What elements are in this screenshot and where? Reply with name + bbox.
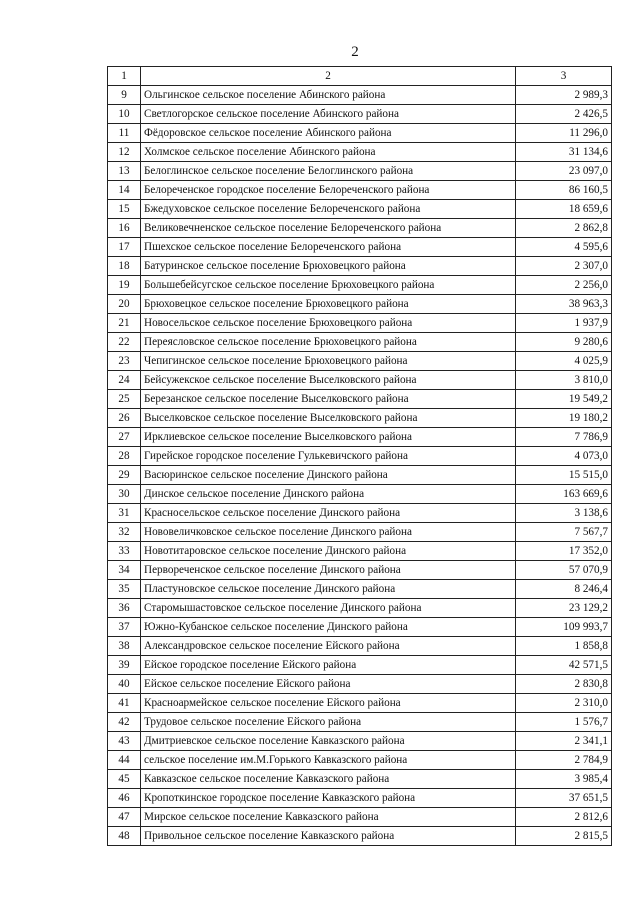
- table-row: [108, 599, 612, 618]
- amount-cell: 2 256,0: [516, 276, 612, 295]
- settlement-name-cell: Красносельское сельское поселение Динского района: [141, 504, 516, 523]
- settlement-name-cell: Ольгинское сельское поселение Абинского района: [141, 86, 516, 105]
- settlement-name-cell: Ирклиевское сельское поселение Выселковского района: [141, 428, 516, 447]
- amount-cell: 18 659,6: [516, 200, 612, 219]
- amount-cell: 1 937,9: [516, 314, 612, 333]
- table-row: [108, 295, 612, 314]
- row-number-cell: 21: [108, 314, 141, 333]
- amount-cell: 19 549,2: [516, 390, 612, 409]
- row-number-cell: 44: [108, 751, 141, 770]
- amount-cell: 2 815,5: [516, 827, 612, 846]
- table-row: [108, 808, 612, 827]
- amount-cell: 3 985,4: [516, 770, 612, 789]
- amount-cell: 2 341,1: [516, 732, 612, 751]
- amount-cell: 2 426,5: [516, 105, 612, 124]
- row-number-cell: 32: [108, 523, 141, 542]
- amount-cell: 31 134,6: [516, 143, 612, 162]
- table-row: [108, 314, 612, 333]
- settlement-name-cell: Бейсужекское сельское поселение Выселковского района: [141, 371, 516, 390]
- amount-cell: 86 160,5: [516, 181, 612, 200]
- table-row: [108, 105, 612, 124]
- settlement-name-cell: Первореченское сельское поселение Динского района: [141, 561, 516, 580]
- table-row: [108, 409, 612, 428]
- table-row: [108, 694, 612, 713]
- row-number-cell: 24: [108, 371, 141, 390]
- row-number-cell: 15: [108, 200, 141, 219]
- table-row: [108, 580, 612, 599]
- table-row: [108, 504, 612, 523]
- row-number-cell: 14: [108, 181, 141, 200]
- amount-cell: 57 070,9: [516, 561, 612, 580]
- amount-cell: 7 786,9: [516, 428, 612, 447]
- header-cell-number: 1: [108, 67, 141, 86]
- amount-cell: 19 180,2: [516, 409, 612, 428]
- row-number-cell: 9: [108, 86, 141, 105]
- table-row: [108, 675, 612, 694]
- settlement-name-cell: Ейское сельское поселение Ейского района: [141, 675, 516, 694]
- settlement-name-cell: Пшехское сельское поселение Белореченского района: [141, 238, 516, 257]
- settlement-name-cell: Нововеличковское сельское поселение Динского района: [141, 523, 516, 542]
- row-number-cell: 31: [108, 504, 141, 523]
- table-row: [108, 770, 612, 789]
- row-number-cell: 42: [108, 713, 141, 732]
- table-row: [108, 219, 612, 238]
- table-row: [108, 447, 612, 466]
- table-row: [108, 352, 612, 371]
- settlement-name-cell: Белореченское городское поселение Белореченского района: [141, 181, 516, 200]
- amount-cell: 11 296,0: [516, 124, 612, 143]
- settlement-name-cell: Кропоткинское городское поселение Кавказского района: [141, 789, 516, 808]
- amount-cell: 2 784,9: [516, 751, 612, 770]
- row-number-cell: 43: [108, 732, 141, 751]
- settlement-name-cell: Динское сельское поселение Динского района: [141, 485, 516, 504]
- settlement-name-cell: Переясловское сельское поселение Брюховецкого района: [141, 333, 516, 352]
- amount-cell: 1 858,8: [516, 637, 612, 656]
- table-row: [108, 276, 612, 295]
- table-row: [108, 257, 612, 276]
- row-number-cell: 27: [108, 428, 141, 447]
- amount-cell: 17 352,0: [516, 542, 612, 561]
- row-number-cell: 19: [108, 276, 141, 295]
- amount-cell: 9 280,6: [516, 333, 612, 352]
- settlement-name-cell: Дмитриевское сельское поселение Кавказского района: [141, 732, 516, 751]
- table-row: [108, 238, 612, 257]
- row-number-cell: 48: [108, 827, 141, 846]
- table-row: [108, 162, 612, 181]
- settlement-name-cell: Пластуновское сельское поселение Динского района: [141, 580, 516, 599]
- header-cell-value: 3: [516, 67, 612, 86]
- settlement-name-cell: Светлогорское сельское поселение Абинского района: [141, 105, 516, 124]
- amount-cell: 38 963,3: [516, 295, 612, 314]
- row-number-cell: 40: [108, 675, 141, 694]
- settlement-name-cell: Чепигинское сельское поселение Брюховецкого района: [141, 352, 516, 371]
- row-number-cell: 11: [108, 124, 141, 143]
- table-row: [108, 485, 612, 504]
- amount-cell: 163 669,6: [516, 485, 612, 504]
- table-row: [108, 200, 612, 219]
- row-number-cell: 17: [108, 238, 141, 257]
- settlement-name-cell: Бжедуховское сельское поселение Белореченского района: [141, 200, 516, 219]
- row-number-cell: 46: [108, 789, 141, 808]
- settlement-name-cell: Белоглинское сельское поселение Белоглинского района: [141, 162, 516, 181]
- amount-cell: 2 812,6: [516, 808, 612, 827]
- amount-cell: 2 862,8: [516, 219, 612, 238]
- table-header-row: [108, 67, 612, 86]
- row-number-cell: 35: [108, 580, 141, 599]
- amount-cell: 109 993,7: [516, 618, 612, 637]
- amount-cell: 2 310,0: [516, 694, 612, 713]
- settlement-name-cell: Васюринское сельское поселение Динского района: [141, 466, 516, 485]
- row-number-cell: 36: [108, 599, 141, 618]
- settlement-name-cell: Новотитаровское сельское поселение Динского района: [141, 542, 516, 561]
- row-number-cell: 45: [108, 770, 141, 789]
- amount-cell: 4 595,6: [516, 238, 612, 257]
- row-number-cell: 12: [108, 143, 141, 162]
- settlement-name-cell: Брюховецкое сельское поселение Брюховецкого района: [141, 295, 516, 314]
- settlement-name-cell: Холмское сельское поселение Абинского района: [141, 143, 516, 162]
- table-row: [108, 124, 612, 143]
- amount-cell: 7 567,7: [516, 523, 612, 542]
- settlement-name-cell: Старомышастовское сельское поселение Динского района: [141, 599, 516, 618]
- settlement-name-cell: Фёдоровское сельское поселение Абинского района: [141, 124, 516, 143]
- amount-cell: 4 025,9: [516, 352, 612, 371]
- row-number-cell: 29: [108, 466, 141, 485]
- settlement-name-cell: Кавказское сельское поселение Кавказского района: [141, 770, 516, 789]
- table-row: [108, 86, 612, 105]
- settlement-name-cell: Ейское городское поселение Ейского района: [141, 656, 516, 675]
- row-number-cell: 13: [108, 162, 141, 181]
- amount-cell: 37 651,5: [516, 789, 612, 808]
- amount-cell: 2 830,8: [516, 675, 612, 694]
- table-row: [108, 827, 612, 846]
- settlements-table: [107, 66, 612, 846]
- settlement-name-cell: Южно-Кубанское сельское поселение Динского района: [141, 618, 516, 637]
- amount-cell: 1 576,7: [516, 713, 612, 732]
- table-row: [108, 333, 612, 352]
- row-number-cell: 38: [108, 637, 141, 656]
- settlement-name-cell: Трудовое сельское поселение Ейского района: [141, 713, 516, 732]
- settlement-name-cell: Красноармейское сельское поселение Ейского района: [141, 694, 516, 713]
- row-number-cell: 22: [108, 333, 141, 352]
- amount-cell: 15 515,0: [516, 466, 612, 485]
- table-row: [108, 466, 612, 485]
- amount-cell: 3 810,0: [516, 371, 612, 390]
- settlement-name-cell: Выселковское сельское поселение Выселковского района: [141, 409, 516, 428]
- table-row: [108, 732, 612, 751]
- row-number-cell: 23: [108, 352, 141, 371]
- table-row: [108, 390, 612, 409]
- amount-cell: 3 138,6: [516, 504, 612, 523]
- row-number-cell: 41: [108, 694, 141, 713]
- table-row: [108, 789, 612, 808]
- table-row: [108, 181, 612, 200]
- row-number-cell: 47: [108, 808, 141, 827]
- settlement-name-cell: Привольное сельское поселение Кавказского района: [141, 827, 516, 846]
- table-row: [108, 656, 612, 675]
- amount-cell: 23 097,0: [516, 162, 612, 181]
- table-row: [108, 637, 612, 656]
- row-number-cell: 39: [108, 656, 141, 675]
- table-row: [108, 428, 612, 447]
- settlement-name-cell: Великовечненское сельское поселение Белореченского района: [141, 219, 516, 238]
- row-number-cell: 18: [108, 257, 141, 276]
- header-cell-name: 2: [141, 67, 516, 86]
- row-number-cell: 37: [108, 618, 141, 637]
- settlement-name-cell: Большебейсугское сельское поселение Брюховецкого района: [141, 276, 516, 295]
- amount-cell: 8 246,4: [516, 580, 612, 599]
- row-number-cell: 34: [108, 561, 141, 580]
- row-number-cell: 20: [108, 295, 141, 314]
- page-number: 2: [351, 44, 359, 60]
- settlement-name-cell: Гирейское городское поселение Гулькевичского района: [141, 447, 516, 466]
- settlement-name-cell: Мирское сельское поселение Кавказского района: [141, 808, 516, 827]
- table-row: [108, 618, 612, 637]
- row-number-cell: 33: [108, 542, 141, 561]
- amount-cell: 4 073,0: [516, 447, 612, 466]
- row-number-cell: 26: [108, 409, 141, 428]
- settlement-name-cell: Новосельское сельское поселение Брюховецкого района: [141, 314, 516, 333]
- row-number-cell: 16: [108, 219, 141, 238]
- table-row: [108, 143, 612, 162]
- table-row: [108, 561, 612, 580]
- table-row: [108, 523, 612, 542]
- table-row: [108, 713, 612, 732]
- amount-cell: 23 129,2: [516, 599, 612, 618]
- table-row: [108, 751, 612, 770]
- row-number-cell: 28: [108, 447, 141, 466]
- amount-cell: 2 989,3: [516, 86, 612, 105]
- settlement-name-cell: Батуринское сельское поселение Брюховецкого района: [141, 257, 516, 276]
- table-row: [108, 542, 612, 561]
- row-number-cell: 30: [108, 485, 141, 504]
- table-row: [108, 371, 612, 390]
- table-body: [108, 67, 612, 846]
- settlement-name-cell: Березанское сельское поселение Выселковского района: [141, 390, 516, 409]
- row-number-cell: 25: [108, 390, 141, 409]
- settlement-name-cell: сельское поселение им.М.Горького Кавказского района: [141, 751, 516, 770]
- settlement-name-cell: Александровское сельское поселение Ейского района: [141, 637, 516, 656]
- amount-cell: 42 571,5: [516, 656, 612, 675]
- row-number-cell: 10: [108, 105, 141, 124]
- amount-cell: 2 307,0: [516, 257, 612, 276]
